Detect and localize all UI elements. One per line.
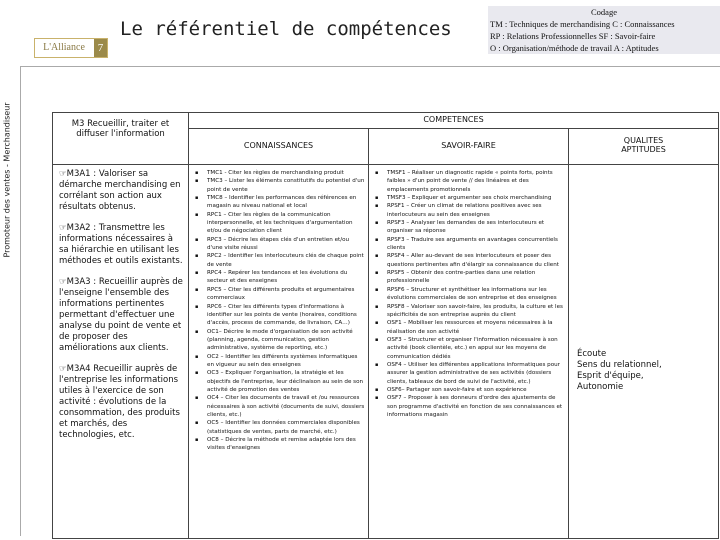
- left-margin-line: [20, 66, 21, 536]
- logo-text: L'Alliance: [43, 42, 85, 53]
- connaissance-item: ▪ TMC1 - Citer les règles de merchandising produit: [199, 169, 366, 177]
- savoir-faire-cell: [369, 165, 569, 539]
- connaissance-item: ▪ RPC5 – Citer les différents produits et argumentaires commerciaux: [199, 286, 366, 303]
- alliance-logo: [34, 38, 108, 58]
- page-title: Le référentiel de compétences: [120, 18, 452, 40]
- savoir-faire-item: ▪ RPSF3 – Traduire ses arguments en avantages concurrentiels clients: [379, 236, 566, 253]
- competences-header: COMPETENCES: [189, 113, 719, 129]
- vertical-job-label-text: Promoteur des ventes - Merchandiseur: [2, 101, 12, 258]
- mission-title-line: diffuser l'information: [76, 129, 165, 139]
- qualites-header-line: APTITUDES: [621, 145, 666, 154]
- savoir-faire-item: ▪ OSF3 – Structurer et organiser l'information nécessaire à son activité (book clientèle, etc.) en appui sur les moyens de communication dédiés: [379, 336, 566, 361]
- savoir-faire-item: ▪ TMSF1 – Réaliser un diagnostic rapide « points forts, points faibles » d'un point de vente // des linéaires et des emplacements promotionnels: [379, 169, 566, 194]
- savoir-faire-item: ▪ TMSF3 – Expliquer et argumenter ses choix merchandising: [379, 194, 566, 202]
- qualite-item: Sens du relationnel,: [577, 360, 662, 370]
- logo-mark: 7: [94, 39, 107, 57]
- mission-item: ☞M3A3 : Recueillir auprès de l'enseigne l'ensemble des informations pertinentes permettant d'effectuer une analyse du point de vente et de proposer des améliorations aux clients.: [59, 277, 183, 353]
- competences-table: [52, 112, 719, 539]
- connaissance-item: ▪ RPC6 – Citer les différents types d'informations à identifier sur les points de vente (horaires, conditions d'accès, process de commande, de livraison, CA…): [199, 303, 366, 328]
- codage-line: O : Organisation/méthode de travail A : Aptitudes: [490, 43, 659, 53]
- connaissance-item: ▪ OC1– Décrire le mode d'organisation de son activité (planning, agenda, communication, gestion administrative, système de reporting, etc.): [199, 328, 366, 353]
- connaissance-item: ▪ RPC3 – Décrire les étapes clés d'un entretien et/ou d'une visite réussi: [199, 236, 366, 253]
- qualite-item: Autonomie: [577, 382, 624, 392]
- savoir-faire-item: ▪ RPSF6 – Structurer et synthétiser les informations sur les évolutions commerciales de son entreprise et des enseignes: [379, 286, 566, 303]
- savoir-faire-item: ▪ RPSF4 – Aller au-devant de ses interlocuteurs et poser des questions pertinentes afin d'élargir sa connaissance du client: [379, 252, 566, 269]
- mission-title-cell: [53, 113, 189, 165]
- qualites-header: [569, 129, 719, 165]
- savoir-faire-item: ▪ OSF4 – Utiliser les différentes applications informatiques pour assurer la gestion administrative de ses activités (dossiers clients, tableaux de bord de suivi de l'activité, etc.): [379, 361, 566, 386]
- codage-legend: [488, 6, 720, 54]
- connaissances-header: CONNAISSANCES: [189, 129, 369, 165]
- connaissance-item: ▪ RPC4 – Repérer les tendances et les évolutions du secteur et des enseignes: [199, 269, 366, 286]
- connaissances-cell: [189, 165, 369, 539]
- mission-item: ☞M3A4 Recueillir auprès de l'entreprise les informations utiles à l'exercice de son activité : évolutions de la consommation, des produits et marchés, des technologies, etc.: [59, 364, 180, 440]
- savoir-faire-item: ▪ RPSF3 – Analyser les demandes de ses interlocuteurs et organiser sa réponse: [379, 219, 566, 236]
- mission-item: ☞M3A2 : Transmettre les informations nécessaires à sa hiérarchie en utilisant les méthodes et outils existants.: [59, 223, 183, 266]
- codage-title: Codage: [591, 7, 617, 17]
- codage-line: TM : Techniques de merchandising C : Connaissances: [490, 19, 675, 29]
- connaissance-item: ▪ OC2 – Identifier les différents systèmes informatiques en vigueur au sein des enseignes: [199, 353, 366, 370]
- savoir-faire-item: ▪ OSF6– Partager son savoir-faire et son expérience: [379, 386, 566, 394]
- connaissance-item: ▪ TMC3 – Lister les éléments constitutifs du potentiel d'un point de vente: [199, 177, 366, 194]
- mission-item: ☞M3A1 : Valoriser sa démarche merchandising en corrélant son action aux résultats obtenus.: [59, 169, 181, 212]
- qualite-item: Esprit d'équipe,: [577, 371, 644, 381]
- connaissance-item: ▪ RPC1 – Citer les règles de la communication interpersonnelle, et les techniques d'argumentation et/ou de négociation client: [199, 211, 366, 236]
- connaissance-item: ▪ OC5 – Identifier les données commerciales disponibles (statistiques de ventes, parts de marché, etc.): [199, 419, 366, 436]
- connaissance-item: ▪ OC4 – Citer les documents de travail et /ou ressources nécessaires à son activité (documents de suivi, dossiers clients, etc.): [199, 394, 366, 419]
- qualite-item: Écoute: [577, 349, 607, 359]
- codage-line: RP : Relations Professionnelles SF : Savoir-faire: [490, 31, 656, 41]
- savoir-faire-item: ▪ OSF7 – Proposer à ses donneurs d'ordre des ajustements de son programme d'activité en fonction de ses connaissances et informations magasin: [379, 394, 566, 419]
- savoir-faire-item: ▪ RPSF5 – Obtenir des contre-parties dans une relation professionnelle: [379, 269, 566, 286]
- savoir-faire-item: ▪ OSF1 – Mobiliser les ressources et moyens nécessaires à la réalisation de son activité: [379, 319, 566, 336]
- connaissance-item: ▪ OC8 – Décrire la méthode et remise adaptée lors des visites d'enseignes: [199, 436, 366, 453]
- connaissance-item: ▪ OC3 – Expliquer l'organisation, la stratégie et les objectifs de l'entreprise, leur déclinaison au sein de son activité de promotion des ventes: [199, 369, 366, 394]
- savoir-faire-header: SAVOIR-FAIRE: [369, 129, 569, 165]
- mission-title-line: M3 Recueillir, traiter et: [71, 119, 170, 129]
- missions-cell: [53, 165, 189, 539]
- header-divider: [20, 66, 720, 67]
- vertical-job-label: [0, 92, 14, 267]
- qualites-cell: [569, 165, 719, 539]
- savoir-faire-item: ▪ RPSF1 – Créer un climat de relations positives avec ses interlocuteurs au sein des enseignes: [379, 202, 566, 219]
- connaissance-item: ▪ RPC2 – Identifier les interlocuteurs clés de chaque point de vente: [199, 252, 366, 269]
- qualites-header-line: QUALITES: [623, 136, 664, 145]
- savoir-faire-item: ▪ RPSF8 – Valoriser son savoir-faire, les produits, la culture et les spécificités de son entreprise auprès du client: [379, 303, 566, 320]
- connaissance-item: ▪ TMC8 – Identifier les performances des références en magasin au niveau national et local: [199, 194, 366, 211]
